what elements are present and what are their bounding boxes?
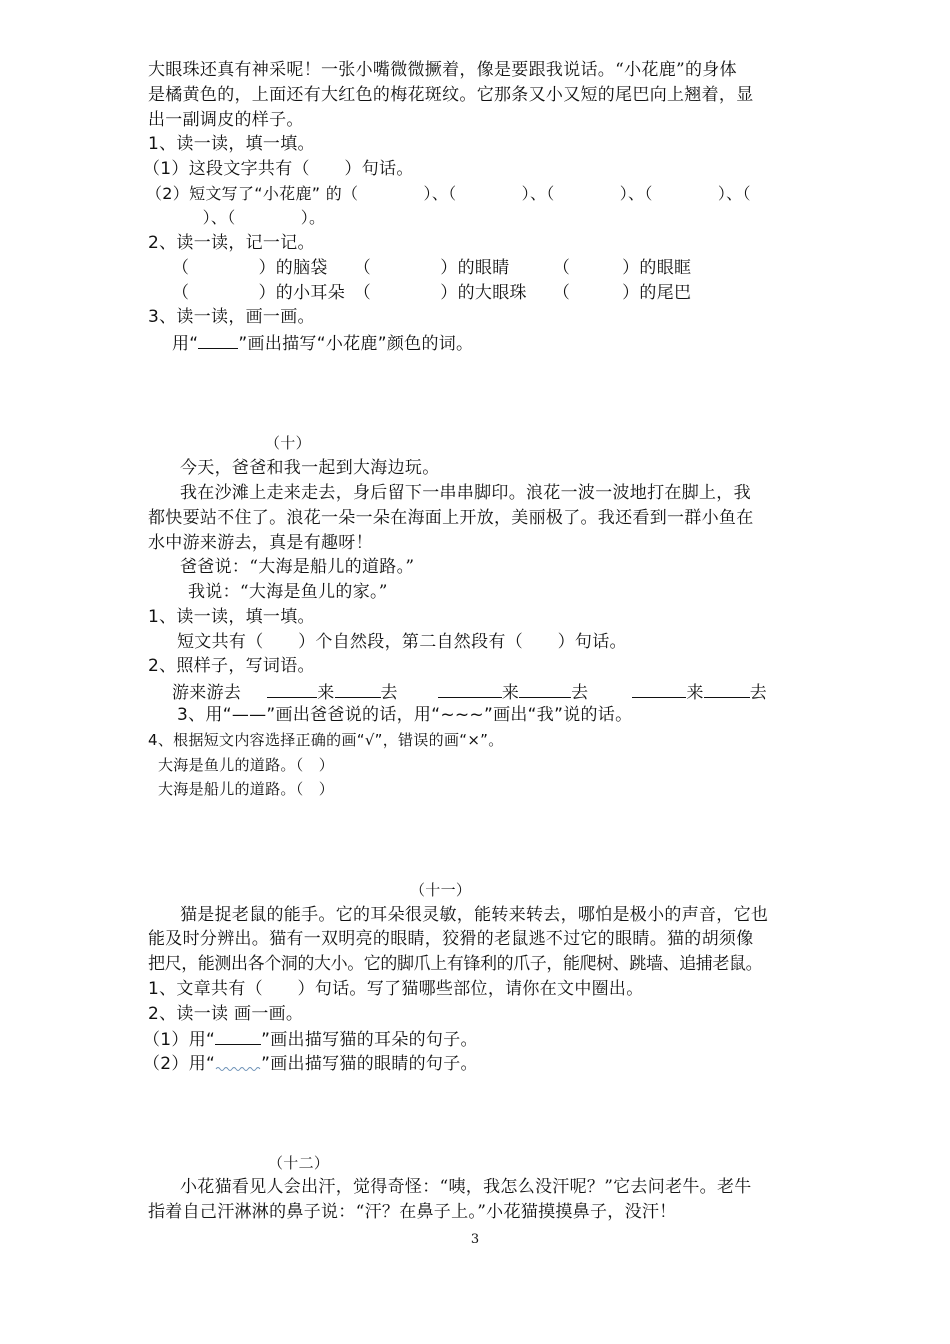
blank-line: [632, 679, 686, 698]
pattern-char: 去: [380, 683, 398, 703]
passage-line: 指着自己汗淋淋的鼻子说：“汗？在鼻子上。”小花猫摸摸鼻子，没汗！: [148, 1202, 677, 1222]
pattern-char: 去: [571, 683, 589, 703]
question-item: （1）这段文字共有（ ）句话。: [143, 159, 414, 179]
passage-line: 能及时分辨出。猫有一双明亮的眼睛，狡猾的老鼠逃不过它的眼睛。猫的胡须像: [148, 929, 754, 949]
judge-item: 大海是鱼儿的道路。（ ）: [158, 756, 335, 774]
passage-line: 把尺，能测出各个洞的大小。它的脚爪上有锋利的爪子，能爬树、跳墙、追捕老鼠。: [148, 954, 763, 974]
passage-line: 小花猫看见人会出汗，觉得奇怪：“咦，我怎么没汗呢？”它去问老牛。老牛: [180, 1177, 752, 1197]
question-heading: 3、用“——”画出爸爸说的话，用“~~~”画出“我”说的话。: [177, 705, 633, 725]
question-item: （2）短文写了“小花鹿” 的（ ）、（ ）、（ ）、（ ）、（: [146, 184, 751, 203]
question-text: 用“: [172, 334, 199, 354]
passage-line: 猫是捉老鼠的能手。它的耳朵很灵敏，能转来转去，哪怕是极小的声音，它也: [180, 905, 769, 925]
question-item: 短文共有（ ）个自然段，第二自然段有（ ）句话。: [177, 632, 627, 652]
fill-row: （ ）的小耳朵 （ ）的大眼珠 （ ）的尾巴: [172, 283, 692, 303]
question-heading: 2、照样子，写词语。: [148, 656, 315, 676]
question-heading: 2、读一读 画一画。: [148, 1004, 304, 1024]
passage-line: 今天，爸爸和我一起到大海边玩。: [180, 458, 440, 478]
blank-line: [267, 679, 317, 698]
question-heading: 1、读一读，填一填。: [148, 134, 315, 154]
question-item-cont: ）、（ ）。: [170, 208, 326, 227]
question-heading: 1、读一读，填一填。: [148, 607, 315, 627]
underline-sample: [215, 1026, 261, 1045]
question-text: ”画出描写猫的耳朵的句子。: [261, 1030, 478, 1050]
word-pattern-row: [172, 679, 767, 705]
passage-line: 爸爸说：“大海是船儿的道路。”: [180, 557, 415, 577]
passage-line: 都快要站不住了。浪花一朵一朵在海面上开放，美丽极了。我还看到一群小鱼在: [148, 508, 754, 528]
example-word: 游来游去: [172, 683, 242, 703]
question-text: ”画出描写猫的眼睛的句子。: [261, 1054, 478, 1074]
pattern-char: 来: [686, 683, 704, 703]
question-item: [172, 330, 473, 356]
question-text: （2）用“: [143, 1054, 216, 1074]
pattern-char: 来: [501, 683, 520, 703]
passage-line: 出一副调皮的样子。: [148, 110, 304, 130]
question-heading: 4、根据短文内容选择正确的画“√”，错误的画“×”。: [148, 731, 504, 749]
pattern-char: 来: [317, 683, 335, 703]
passage-line: 我说：“大海是鱼儿的家。”: [188, 582, 388, 602]
blank-line: [438, 679, 502, 698]
question-heading: 2、读一读，记一记。: [148, 233, 315, 253]
blank-line: [704, 679, 750, 698]
question-heading: 1、文章共有（ ）句话。写了猫哪些部位，请你在文中圈出。: [148, 979, 644, 999]
wavy-line-sample: [215, 1051, 261, 1069]
passage-line: 是橘黄色的，上面还有大红色的梅花斑纹。它那条又小又短的尾巴向上翘着，显: [148, 85, 754, 105]
question-item: [143, 1051, 478, 1076]
passage-line: 我在沙滩上走来走去，身后留下一串串脚印。浪花一波一波地打在脚上，我: [180, 483, 751, 503]
fill-row: （ ）的脑袋 （ ）的眼睛 （ ）的眼眶: [172, 258, 692, 278]
section-title: （十二）: [268, 1154, 330, 1172]
passage-line: 水中游来游去，真是有趣呀！: [148, 533, 373, 553]
pattern-char: 去: [749, 683, 768, 703]
question-heading: 3、读一读，画一画。: [148, 307, 315, 327]
blank-line: [335, 679, 381, 698]
underline-sample: [198, 330, 238, 349]
question-text: （1）用“: [143, 1030, 216, 1050]
question-text: ”画出描写“小花鹿”颜色的词。: [238, 334, 474, 354]
judge-item: 大海是船儿的道路。（ ）: [158, 780, 335, 798]
blank-line: [519, 679, 571, 698]
question-item: [143, 1026, 478, 1052]
section-title: （十一）: [410, 881, 472, 899]
passage-line: 大眼珠还真有神采呢！一张小嘴微微撅着，像是要跟我说话。“小花鹿”的身体: [148, 60, 737, 80]
section-title: （十）: [265, 434, 311, 452]
page-number: 3: [470, 1232, 480, 1247]
